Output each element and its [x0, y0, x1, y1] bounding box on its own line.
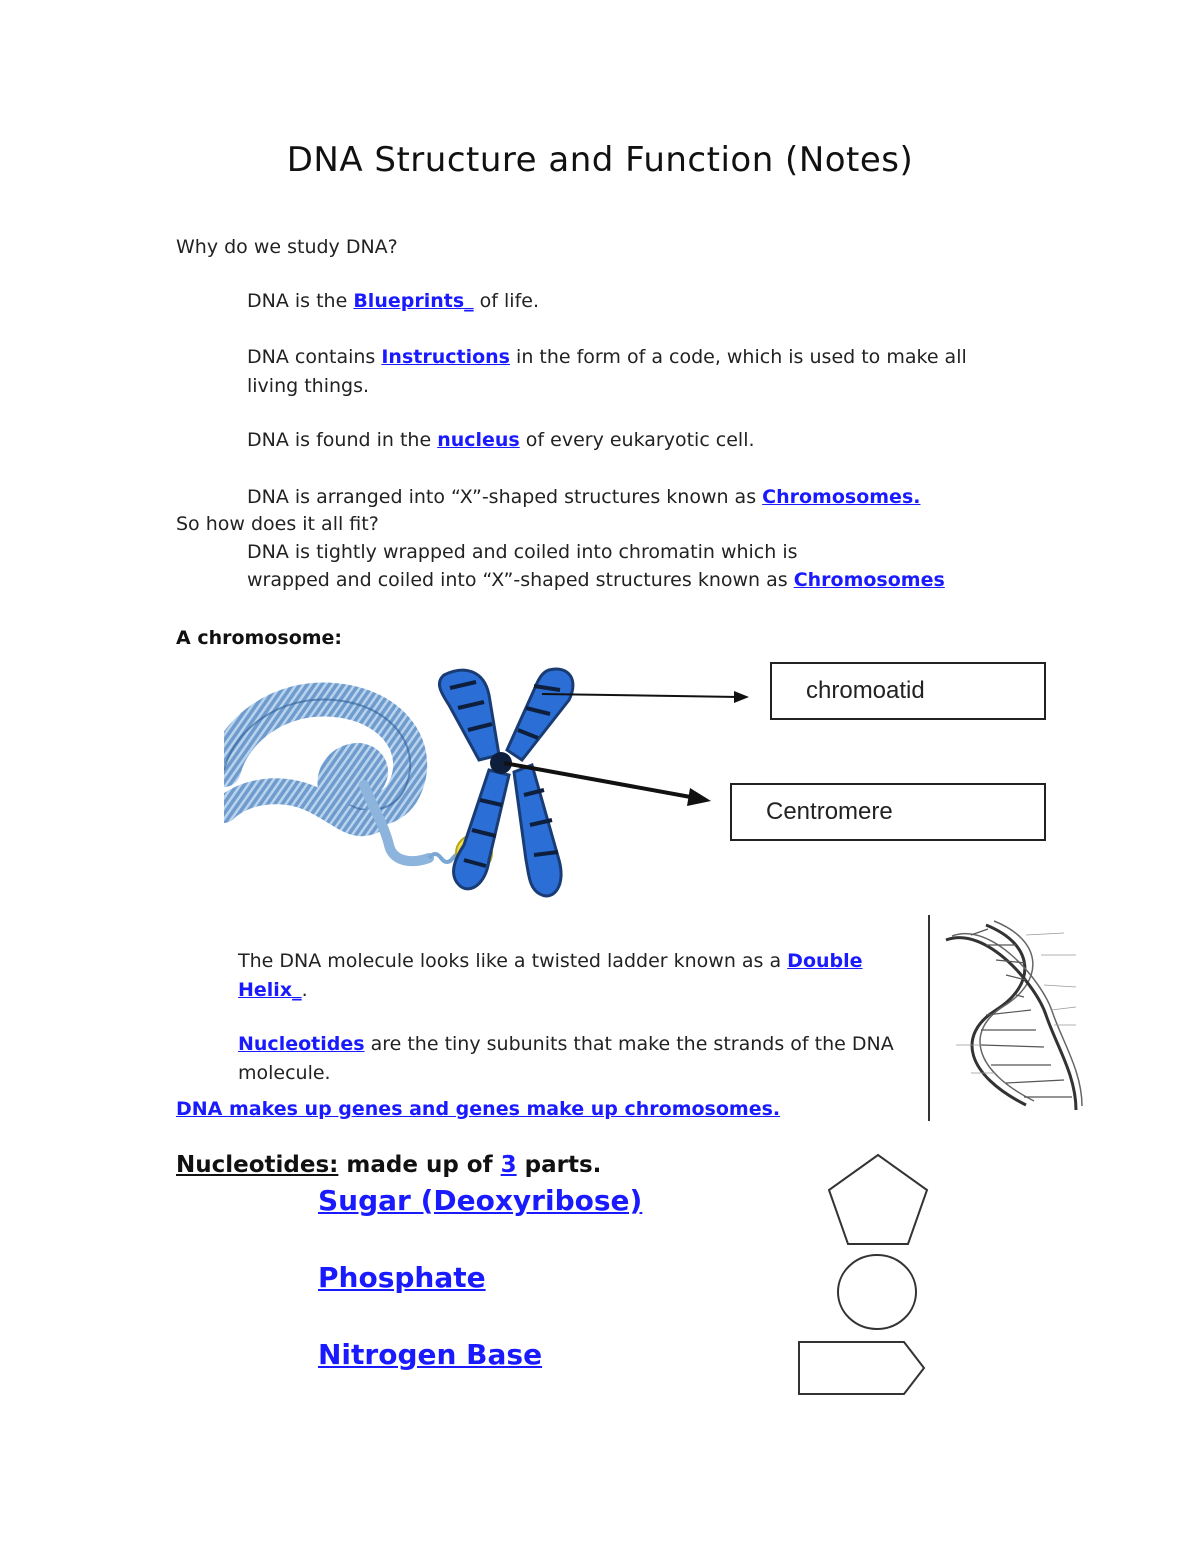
- fit-line: wrapped and coiled into “X”-shaped structures known as Chromosomes: [247, 569, 945, 591]
- answer-instructions: Instructions: [381, 346, 510, 368]
- answer-chromosomes-2: Chromosomes: [793, 569, 945, 591]
- fact-line: DNA is the Blueprints_ of life.: [247, 290, 540, 312]
- fact-line: DNA is found in the nucleus of every eukaryotic cell.: [247, 429, 755, 451]
- centromere-label-box: [730, 783, 1046, 841]
- x-chromosome: [439, 669, 573, 896]
- circle-shape: [834, 1252, 920, 1332]
- pentagon-base-shape: [796, 1338, 928, 1398]
- fact-line-continued: living things.: [247, 375, 370, 397]
- chromosome-illustration: [224, 660, 764, 915]
- chromatin-coil: [224, 700, 492, 871]
- chromosome-heading: A chromosome:: [176, 627, 343, 649]
- intro-question: Why do we study DNA?: [176, 236, 398, 258]
- nucleotides-heading: Nucleotides: made up of 3 parts.: [176, 1152, 602, 1178]
- answer-three: 3: [500, 1152, 517, 1178]
- answer-double: Double: [787, 950, 863, 972]
- page-title: DNA Structure and Function (Notes): [286, 140, 914, 180]
- fact-line: DNA contains Instructions in the form of a code, which is used to make all: [247, 346, 967, 368]
- part-nitrogen-base: Nitrogen Base: [318, 1338, 543, 1371]
- part-phosphate: Phosphate: [318, 1261, 486, 1294]
- nucleotide-fact-line-continued: molecule.: [238, 1062, 331, 1084]
- fit-line: DNA is tightly wrapped and coiled into chromatin which is: [247, 541, 798, 563]
- genes-statement: DNA makes up genes and genes make up chromosomes.: [176, 1098, 781, 1120]
- answer-blueprints: Blueprints_: [353, 290, 474, 312]
- fact-line: DNA is arranged into “X”-shaped structures known as Chromosomes.: [247, 486, 921, 508]
- helix-fact-line: The DNA molecule looks like a twisted ladder known as a Double: [238, 950, 863, 972]
- double-helix-diagram: [926, 915, 1100, 1121]
- answer-chromosomes: Chromosomes.: [762, 486, 921, 508]
- centromere-label: Centromere: [766, 798, 893, 825]
- chromatid-label-box: [770, 662, 1046, 720]
- answer-nucleotides: Nucleotides: [238, 1033, 365, 1055]
- chromatid-label: chromoatid: [806, 677, 925, 704]
- helix-fact-line-continued: Helix_.: [238, 979, 308, 1001]
- fit-question: So how does it all fit?: [176, 513, 379, 535]
- nucleotide-fact-line: Nucleotides are the tiny subunits that make the strands of the DNA: [238, 1033, 894, 1055]
- answer-nucleus: nucleus: [437, 429, 520, 451]
- pentagon-shape: [825, 1152, 935, 1248]
- part-sugar: Sugar (Deoxyribose): [318, 1184, 643, 1217]
- answer-helix: Helix_: [238, 979, 302, 1001]
